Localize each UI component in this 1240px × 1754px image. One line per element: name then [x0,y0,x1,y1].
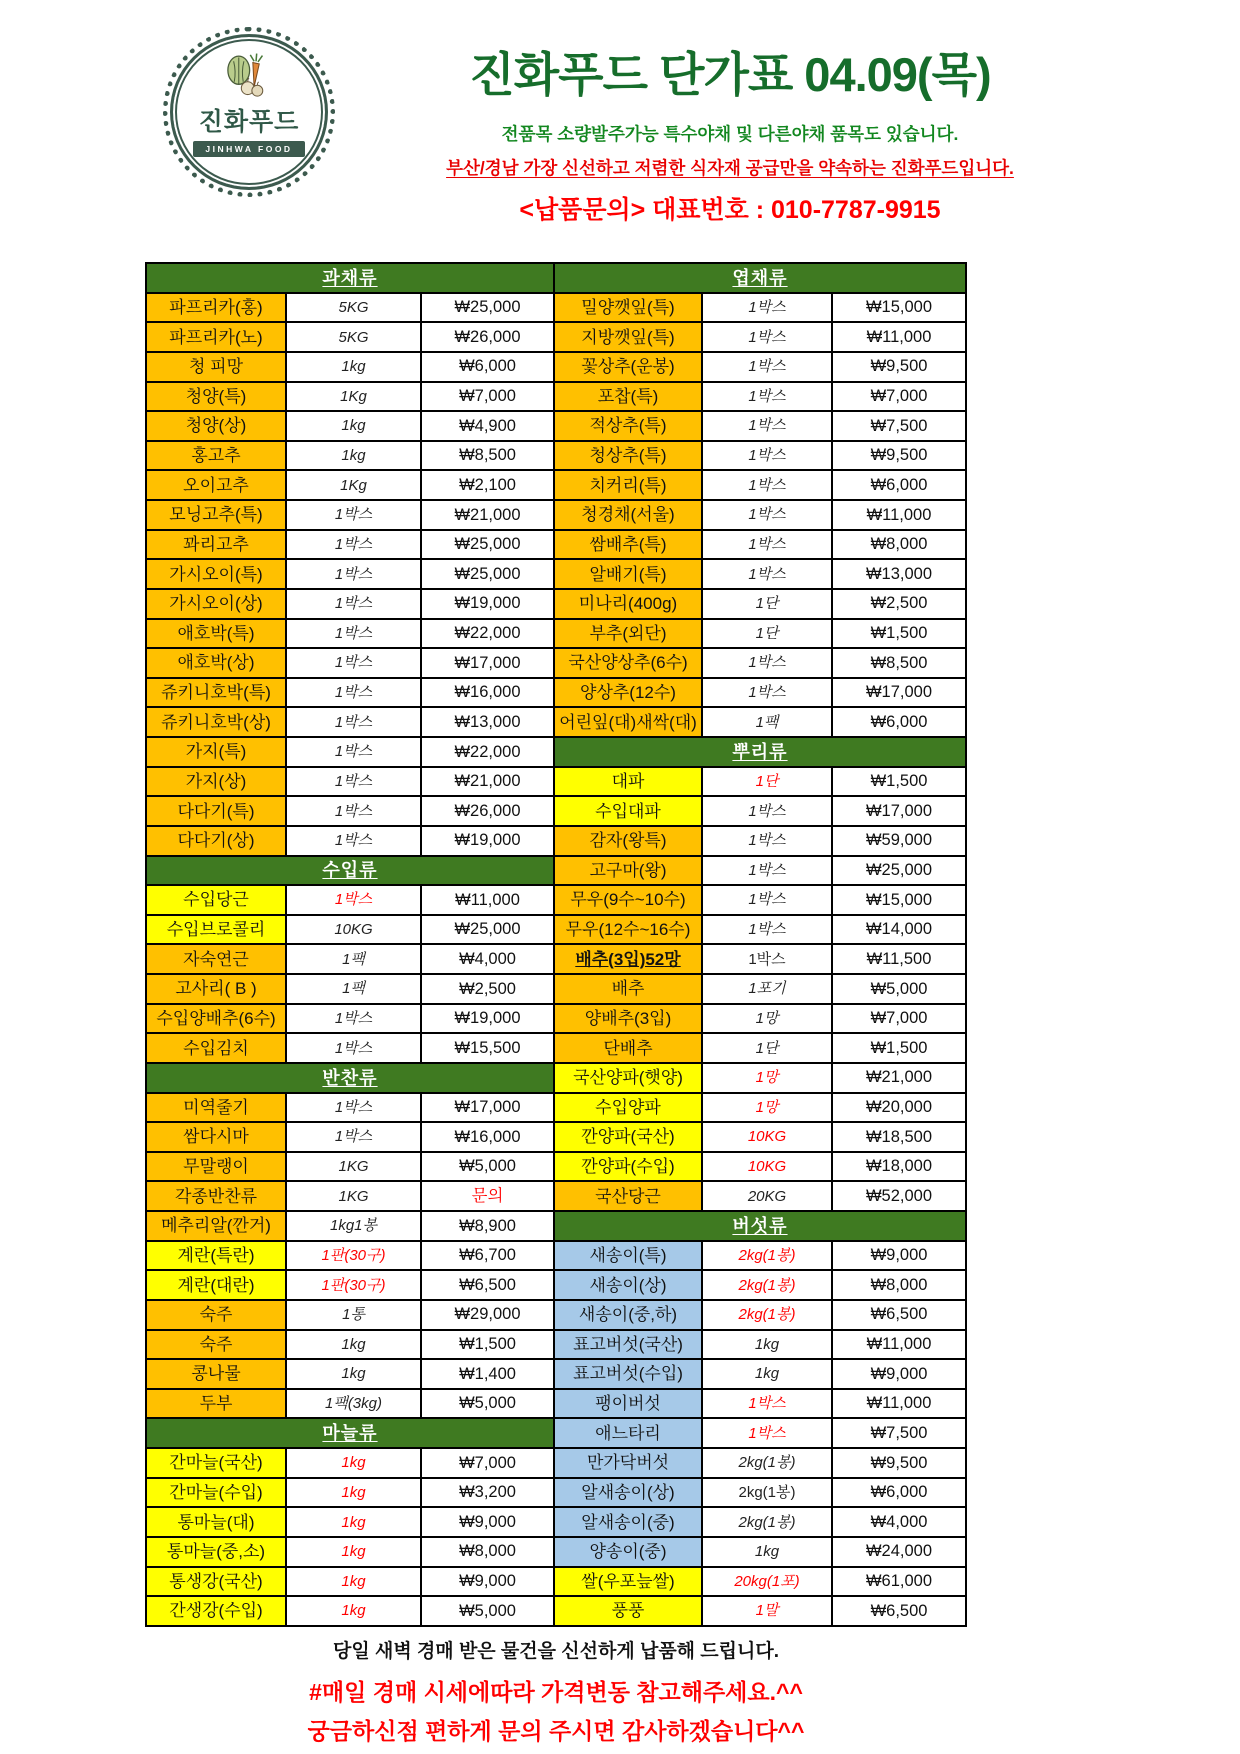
item-unit: 1박스 [702,352,832,382]
item-name: 숙주 [146,1300,286,1330]
item-price: ₩9,500 [832,352,966,382]
contact-phone: <납품문의> 대표번호 : 010-7787-9915 [519,196,941,224]
item-name: 수입브로콜리 [146,915,286,945]
item-name: 표고버섯(국산) [554,1330,702,1360]
item-unit: 1박스 [286,678,421,708]
item-unit: 1kg [286,1330,421,1360]
item-name: 다다기(상) [146,826,286,856]
item-unit: 1박스 [286,707,421,737]
item-price: ₩2,500 [832,589,966,619]
item-price: ₩52,000 [832,1181,966,1211]
item-name: 홍고추 [146,441,286,471]
item-unit: 1박스 [702,559,832,589]
item-name: 모닝고추(특) [146,500,286,530]
item-name: 국산당근 [554,1181,702,1211]
section-header: 반찬류 [146,1063,554,1093]
item-price: ₩25,000 [421,559,554,589]
item-unit: 1박스 [286,648,421,678]
logo-brand-english: JINHWA FOOD [193,141,304,157]
item-name: 미나리(400g) [554,589,702,619]
item-unit: 1말 [702,1596,832,1626]
section-header: 수입류 [146,856,554,886]
item-price: ₩5,000 [832,974,966,1004]
item-unit: 20kg(1포) [702,1567,832,1597]
item-unit: 1단 [702,619,832,649]
item-name: 간마늘(수입) [146,1478,286,1508]
item-unit: 1kg [286,441,421,471]
item-price: ₩11,000 [832,1330,966,1360]
item-name: 통마늘(대) [146,1507,286,1537]
item-name: 어린잎(대)새싹(대) [554,707,702,737]
item-name: 가지(상) [146,767,286,797]
item-name: 쌈배추(특) [554,530,702,560]
item-unit: 1박스 [286,1033,421,1063]
item-price: ₩17,000 [421,648,554,678]
item-price: ₩11,500 [832,944,966,974]
item-unit: 1박스 [702,826,832,856]
item-unit: 1박스 [702,1418,832,1448]
item-name: 수입김치 [146,1033,286,1063]
item-unit: 1박스 [286,737,421,767]
item-unit: 1박스 [286,1004,421,1034]
item-name: 국산양상추(6수) [554,648,702,678]
item-price: ₩6,500 [832,1300,966,1330]
item-name: 고사리( B ) [146,974,286,1004]
item-name: 무우(12수~16수) [554,915,702,945]
item-name: 애느타리 [554,1418,702,1448]
item-unit: 1팩 [702,707,832,737]
item-unit: 1박스 [702,796,832,826]
item-name: 수입양배추(6수) [146,1004,286,1034]
item-unit: 1박스 [702,1389,832,1419]
item-name: 배추 [554,974,702,1004]
item-price: ₩7,000 [421,382,554,412]
item-unit: 2kg(1봉) [702,1478,832,1508]
item-name: 양송이(중) [554,1537,702,1567]
item-unit: 1kg [702,1330,832,1360]
item-price: ₩11,000 [832,322,966,352]
item-price: ₩8,000 [832,530,966,560]
item-price: ₩24,000 [832,1537,966,1567]
item-price: ₩11,000 [832,500,966,530]
item-name: 새송이(상) [554,1270,702,1300]
item-name: 알새송이(중) [554,1507,702,1537]
item-unit: 1통 [286,1300,421,1330]
item-unit: 1kg [286,1537,421,1567]
item-price: ₩20,000 [832,1093,966,1123]
item-price: ₩8,900 [421,1211,554,1241]
item-price: ₩13,000 [421,707,554,737]
footer-line-price-notice: #매일 경매 시세에따라 가격변동 참고해주세요.^^ [309,1679,803,1705]
item-name: 포찹(특) [554,382,702,412]
item-price: ₩1,500 [421,1330,554,1360]
item-name: 새송이(특) [554,1241,702,1271]
item-price: ₩14,000 [832,915,966,945]
logo-brand-korean: 진화푸드 [198,108,300,136]
item-name: 자숙연근 [146,944,286,974]
item-unit: 1박스 [702,915,832,945]
item-price: ₩7,500 [832,411,966,441]
item-name: 밀양깻잎(특) [554,293,702,323]
item-name: 청양(특) [146,382,286,412]
item-price: ₩2,100 [421,470,554,500]
item-unit: 1kg [702,1359,832,1389]
item-unit: 2kg(1봉) [702,1241,832,1271]
item-price: ₩25,000 [832,856,966,886]
item-name: 통생강(국산) [146,1567,286,1597]
item-unit: 1박스 [286,885,421,915]
item-unit: 2kg(1봉) [702,1270,832,1300]
item-price: ₩18,500 [832,1122,966,1152]
footer-line-delivery: 당일 새벽 경매 받은 물건을 신선하게 납품해 드립니다. [332,1641,780,1662]
item-name: 새송이(중,하) [554,1300,702,1330]
item-unit: 1박스 [702,500,832,530]
item-price: ₩7,000 [832,382,966,412]
item-price: ₩3,200 [421,1478,554,1508]
item-name: 파프리카(홍) [146,293,286,323]
item-name: 청양(상) [146,411,286,441]
footer-line-inquiry: 궁금하신점 편하게 문의 주시면 감사하겠습니다^^ [307,1718,805,1744]
item-unit: 1박스 [286,619,421,649]
item-price: ₩15,500 [421,1033,554,1063]
item-unit: 1박스 [702,322,832,352]
item-price: ₩4,900 [421,411,554,441]
item-unit: 1팩(3kg) [286,1389,421,1419]
item-unit: 1팩 [286,974,421,1004]
item-unit: 1단 [702,767,832,797]
item-unit: 1단 [702,589,832,619]
item-name: 계란(특란) [146,1241,286,1271]
item-name: 꽃상추(운봉) [554,352,702,382]
item-price: ₩21,000 [832,1063,966,1093]
item-price: ₩16,000 [421,1122,554,1152]
item-price: ₩19,000 [421,826,554,856]
item-price: ₩59,000 [832,826,966,856]
item-unit: 2kg(1봉) [702,1507,832,1537]
item-unit: 1박스 [702,411,832,441]
item-name: 쥬키니호박(특) [146,678,286,708]
item-name: 가시오이(특) [146,559,286,589]
item-unit: 10KG [702,1152,832,1182]
item-unit: 1박스 [286,500,421,530]
item-name: 치커리(특) [554,470,702,500]
item-name: 만가닥버섯 [554,1448,702,1478]
item-name: 알새송이(상) [554,1478,702,1508]
item-name: 청경채(서울) [554,500,702,530]
item-price: ₩13,000 [832,559,966,589]
item-price: ₩17,000 [421,1093,554,1123]
item-price: ₩5,000 [421,1152,554,1182]
item-price: ₩26,000 [421,322,554,352]
item-price: ₩9,000 [832,1241,966,1271]
item-price: ₩8,000 [832,1270,966,1300]
item-price: ₩2,500 [421,974,554,1004]
item-name: 수입양파 [554,1093,702,1123]
item-price: ₩1,500 [832,619,966,649]
item-unit: 1박스 [286,1093,421,1123]
item-unit: 1박스 [702,530,832,560]
item-unit: 1박스 [702,856,832,886]
item-price: ₩29,000 [421,1300,554,1330]
item-unit: 1박스 [702,944,832,974]
item-price: ₩22,000 [421,737,554,767]
item-price: ₩8,500 [421,441,554,471]
item-price: ₩6,000 [832,470,966,500]
item-price: ₩15,000 [832,293,966,323]
item-unit: 1판(30구) [286,1270,421,1300]
item-unit: 1kg [286,1478,421,1508]
item-price: ₩17,000 [832,796,966,826]
header [340,38,1120,226]
item-price: ₩4,000 [421,944,554,974]
item-price: ₩25,000 [421,915,554,945]
item-price: ₩7,000 [421,1448,554,1478]
item-price: ₩4,000 [832,1507,966,1537]
item-unit: 1KG [286,1152,421,1182]
item-price: ₩6,000 [421,352,554,382]
item-unit: 5KG [286,293,421,323]
item-name: 부추(외단) [554,619,702,649]
item-name: 단배추 [554,1033,702,1063]
item-name: 깐양파(수입) [554,1152,702,1182]
price-table [145,262,967,1627]
item-unit: 1박스 [286,767,421,797]
item-price: ₩25,000 [421,530,554,560]
item-name: 다다기(특) [146,796,286,826]
item-unit: 1박스 [286,1122,421,1152]
item-name: 팽이버섯 [554,1389,702,1419]
item-price: ₩6,000 [832,707,966,737]
subtitle-green: 전품목 소량발주가능 특수야채 및 다른야채 품목도 있습니다. [501,124,959,144]
item-name: 두부 [146,1389,286,1419]
item-unit: 10KG [286,915,421,945]
item-name: 청 피망 [146,352,286,382]
item-price: 문의 [421,1181,554,1211]
item-name: 쥬키니호박(상) [146,707,286,737]
item-price: ₩21,000 [421,500,554,530]
item-name: 대파 [554,767,702,797]
item-unit: 2kg(1봉) [702,1300,832,1330]
item-name: 감자(왕특) [554,826,702,856]
item-unit: 2kg(1봉) [702,1448,832,1478]
item-unit: 5KG [286,322,421,352]
item-name: 계란(대란) [146,1270,286,1300]
item-name: 국산양파(햇양) [554,1063,702,1093]
item-name: 통마늘(중,소) [146,1537,286,1567]
item-name: 메추리알(깐거) [146,1211,286,1241]
item-name: 오이고추 [146,470,286,500]
item-name: 청상추(특) [554,441,702,471]
item-price: ₩61,000 [832,1567,966,1597]
section-header: 버섯류 [554,1211,966,1241]
item-unit: 1박스 [286,559,421,589]
item-unit: 20KG [702,1181,832,1211]
item-name: 양상추(12수) [554,678,702,708]
item-unit: 10KG [702,1122,832,1152]
item-price: ₩6,500 [832,1596,966,1626]
item-unit: 1Kg [286,382,421,412]
item-unit: 1kg [286,1507,421,1537]
item-price: ₩9,500 [832,1448,966,1478]
item-name: 미역줄기 [146,1093,286,1123]
item-unit: 1kg [286,1596,421,1626]
company-logo [170,34,328,190]
item-price: ₩19,000 [421,1004,554,1034]
item-unit: 1kg [286,1567,421,1597]
item-name: 수입대파 [554,796,702,826]
item-price: ₩9,000 [832,1359,966,1389]
item-price: ₩21,000 [421,767,554,797]
item-unit: 1Kg [286,470,421,500]
item-unit: 1망 [702,1063,832,1093]
item-unit: 1박스 [702,678,832,708]
item-unit: 1포기 [702,974,832,1004]
item-unit: 1박스 [702,382,832,412]
item-unit: 1박스 [286,589,421,619]
item-price: ₩19,000 [421,589,554,619]
item-price: ₩9,000 [421,1507,554,1537]
item-price: ₩11,000 [421,885,554,915]
section-header: 엽채류 [554,263,966,293]
item-price: ₩22,000 [421,619,554,649]
item-unit: 1kg [286,1448,421,1478]
item-name: 각종반찬류 [146,1181,286,1211]
item-unit: 1박스 [286,826,421,856]
item-unit: 1박스 [286,796,421,826]
item-price: ₩6,000 [832,1478,966,1508]
item-unit: 1박스 [702,885,832,915]
item-name: 지방깻잎(특) [554,322,702,352]
item-name: 배추(3입)52망 [554,944,702,974]
item-price: ₩17,000 [832,678,966,708]
item-price: ₩7,000 [832,1004,966,1034]
item-unit: 1kg [702,1537,832,1567]
item-unit: 1망 [702,1093,832,1123]
item-name: 깐양파(국산) [554,1122,702,1152]
item-price: ₩5,000 [421,1596,554,1626]
item-price: ₩8,000 [421,1537,554,1567]
item-price: ₩25,000 [421,293,554,323]
item-name: 파프리카(노) [146,322,286,352]
item-price: ₩18,000 [832,1152,966,1182]
item-price: ₩11,000 [832,1389,966,1419]
item-price: ₩8,500 [832,648,966,678]
section-header: 마늘류 [146,1418,554,1448]
section-header: 뿌리류 [554,737,966,767]
item-price: ₩7,500 [832,1418,966,1448]
item-name: 무말랭이 [146,1152,286,1182]
item-price: ₩16,000 [421,678,554,708]
item-unit: 1박스 [702,648,832,678]
item-name: 양배추(3입) [554,1004,702,1034]
item-name: 고구마(왕) [554,856,702,886]
item-name: 가지(특) [146,737,286,767]
item-unit: 1박스 [702,441,832,471]
item-name: 간마늘(국산) [146,1448,286,1478]
item-name: 알배기(특) [554,559,702,589]
page-title: 진화푸드 단가표 04.09(목) [469,48,991,101]
item-price: ₩1,500 [832,1033,966,1063]
item-name: 숙주 [146,1330,286,1360]
item-unit: 1kg [286,411,421,441]
item-unit: 1팩 [286,944,421,974]
item-unit: 1판(30구) [286,1241,421,1271]
item-name: 적상추(특) [554,411,702,441]
vegetables-icon [217,47,281,105]
item-name: 쌀(우포늪쌀) [554,1567,702,1597]
item-name: 풍풍 [554,1596,702,1626]
item-unit: 1박스 [286,530,421,560]
item-unit: 1단 [702,1033,832,1063]
item-name: 쌈다시마 [146,1122,286,1152]
section-header: 과채류 [146,263,554,293]
item-name: 간생강(수입) [146,1596,286,1626]
subtitle-red: 부산/경남 가장 신선하고 저렴한 식자재 공급만을 약속하는 진화푸드입니다. [446,158,1014,178]
item-unit: 1KG [286,1181,421,1211]
item-name: 애호박(특) [146,619,286,649]
item-unit: 1박스 [702,470,832,500]
item-unit: 1kg [286,1359,421,1389]
item-unit: 1kg [286,352,421,382]
item-price: ₩1,400 [421,1359,554,1389]
item-name: 수입당근 [146,885,286,915]
item-unit: 1박스 [702,293,832,323]
item-name: 콩나물 [146,1359,286,1389]
item-name: 꽈리고추 [146,530,286,560]
item-name: 표고버섯(수입) [554,1359,702,1389]
item-name: 무우(9수~10수) [554,885,702,915]
item-price: ₩6,700 [421,1241,554,1271]
item-price: ₩26,000 [421,796,554,826]
item-unit: 1망 [702,1004,832,1034]
item-price: ₩1,500 [832,767,966,797]
item-price: ₩9,500 [832,441,966,471]
item-unit: 1kg1봉 [286,1211,421,1241]
item-price: ₩5,000 [421,1389,554,1419]
footer [145,1636,967,1746]
item-price: ₩6,500 [421,1270,554,1300]
item-name: 가시오이(상) [146,589,286,619]
item-price: ₩15,000 [832,885,966,915]
item-name: 애호박(상) [146,648,286,678]
item-price: ₩9,000 [421,1567,554,1597]
